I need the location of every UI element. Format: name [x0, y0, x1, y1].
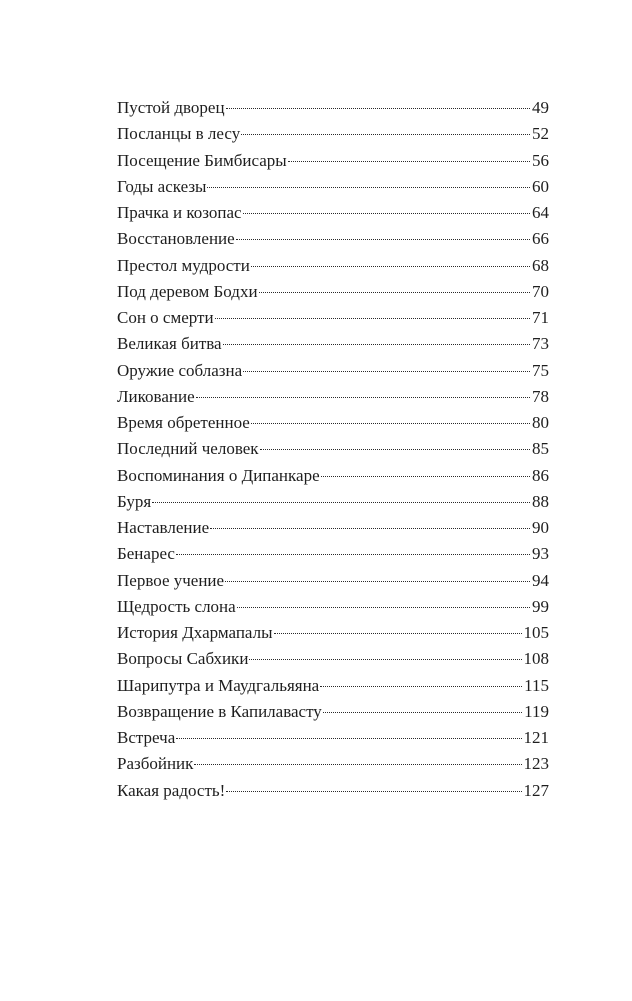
- toc-entry: [117, 436, 549, 462]
- dot-leader: [196, 396, 530, 398]
- toc-entry: [117, 121, 549, 147]
- toc-entry-title: Сон о смерти: [117, 308, 214, 327]
- dot-leader: [236, 238, 530, 240]
- toc-entry-page: 119: [524, 701, 549, 721]
- dot-leader: [225, 580, 530, 582]
- toc-entry-page: 70: [532, 281, 549, 301]
- toc-entry-title: Оружие соблазна: [117, 360, 243, 380]
- toc-entry: [117, 699, 549, 725]
- toc-entry-page: 66: [532, 229, 549, 249]
- toc-entry: [117, 305, 549, 331]
- toc-entry-page: 85: [532, 439, 549, 459]
- dot-leader: [323, 711, 522, 713]
- dot-leader: [176, 737, 521, 739]
- toc-entry-title: Ликование: [117, 386, 195, 406]
- dot-leader: [223, 343, 530, 345]
- toc-entry-title: Великая битва: [117, 334, 222, 354]
- dot-leader: [320, 685, 522, 687]
- toc-entry: [117, 778, 549, 804]
- toc-entry-title: Последний человек: [117, 439, 259, 459]
- table-of-contents: [117, 95, 549, 804]
- toc-entry-page: 90: [532, 518, 549, 537]
- dot-leader: [251, 265, 530, 267]
- toc-entry-page: 121: [523, 728, 549, 747]
- dot-leader: [259, 291, 530, 293]
- toc-entry-page: 86: [532, 465, 549, 485]
- toc-entry-title: Буря: [117, 491, 152, 511]
- toc-entry: [117, 594, 549, 620]
- toc-entry-page: 88: [532, 491, 549, 511]
- toc-entry: [117, 620, 549, 646]
- toc-entry: [117, 725, 549, 751]
- toc-entry-page: 78: [532, 386, 549, 406]
- toc-entry: [117, 541, 549, 567]
- dot-leader: [260, 448, 530, 450]
- toc-entry-title: Пустой дворец: [117, 98, 225, 117]
- dot-leader: [243, 370, 530, 372]
- toc-entry-page: 60: [532, 176, 549, 196]
- toc-entry: [117, 174, 549, 200]
- toc-entry-title: Разбойник: [117, 754, 194, 774]
- toc-entry: [117, 200, 549, 226]
- toc-entry-title: История Дхармапалы: [117, 623, 273, 642]
- dot-leader: [207, 186, 530, 188]
- toc-entry-page: 105: [523, 623, 549, 642]
- toc-entry: [117, 279, 549, 305]
- toc-entry-title: Под деревом Бодхи: [117, 281, 258, 301]
- toc-entry: [117, 410, 549, 436]
- toc-entry-page: 115: [524, 675, 549, 695]
- toc-entry-title: Восстановление: [117, 229, 235, 249]
- toc-entry: [117, 646, 549, 672]
- toc-entry-title: Престол мудрости: [117, 255, 250, 275]
- toc-entry-page: 108: [523, 649, 549, 669]
- toc-entry: [117, 751, 549, 777]
- toc-entry: [117, 95, 549, 121]
- toc-entry: [117, 515, 549, 541]
- toc-entry-title: Шарипутра и Маудгальяяна: [117, 675, 320, 695]
- toc-entry-page: 75: [532, 360, 549, 380]
- toc-entry-page: 71: [532, 308, 549, 327]
- toc-entry-title: Наставление: [117, 518, 210, 537]
- dot-leader: [194, 763, 521, 765]
- toc-entry: [117, 568, 549, 594]
- toc-entry-title: Первое учение: [117, 570, 225, 590]
- toc-entry: [117, 673, 549, 699]
- toc-entry-title: Время обретенное: [117, 413, 250, 432]
- toc-entry: [117, 384, 549, 410]
- dot-leader: [176, 553, 530, 555]
- dot-leader: [251, 422, 530, 424]
- toc-entry-page: 73: [532, 334, 549, 354]
- toc-entry-page: 49: [532, 98, 549, 117]
- toc-entry: [117, 226, 549, 252]
- dot-leader: [152, 501, 530, 503]
- toc-entry-title: Посланцы в лесу: [117, 124, 241, 144]
- dot-leader: [288, 160, 530, 162]
- toc-entry-page: 56: [532, 150, 549, 170]
- toc-entry: [117, 331, 549, 357]
- toc-entry-page: 94: [532, 570, 549, 590]
- toc-entry-page: 52: [532, 124, 549, 144]
- toc-entry-page: 127: [523, 780, 549, 800]
- toc-entry-title: Встреча: [117, 728, 176, 747]
- toc-entry-title: Воспоминания о Дипанкаре: [117, 465, 320, 485]
- toc-entry-page: 80: [532, 413, 549, 432]
- dot-leader: [241, 133, 530, 135]
- toc-entry-title: Посещение Бимбисары: [117, 150, 287, 170]
- toc-entry-page: 99: [532, 596, 549, 616]
- toc-entry-title: Какая радость!: [117, 780, 226, 800]
- toc-entry-title: Прачка и козопас: [117, 203, 242, 222]
- toc-entry-page: 93: [532, 544, 549, 564]
- toc-entry-page: 68: [532, 255, 549, 275]
- toc-entry-title: Вопросы Сабхики: [117, 649, 249, 669]
- toc-entry-page: 123: [523, 754, 549, 774]
- dot-leader: [249, 658, 521, 660]
- dot-leader: [210, 527, 530, 529]
- toc-entry: [117, 463, 549, 489]
- dot-leader: [226, 107, 530, 109]
- toc-entry: [117, 358, 549, 384]
- dot-leader: [226, 790, 521, 792]
- toc-entry: [117, 148, 549, 174]
- dot-leader: [237, 606, 530, 608]
- toc-entry-title: Бенарес: [117, 544, 175, 564]
- toc-entry-title: Щедрость слона: [117, 596, 236, 616]
- dot-leader: [274, 632, 522, 634]
- dot-leader: [243, 212, 530, 214]
- toc-entry-title: Годы аскезы: [117, 176, 207, 196]
- toc-entry-title: Возвращение в Капилавасту: [117, 701, 322, 721]
- toc-entry: [117, 253, 549, 279]
- toc-entry-page: 64: [532, 203, 549, 222]
- dot-leader: [321, 475, 530, 477]
- toc-entry: [117, 489, 549, 515]
- dot-leader: [215, 317, 530, 319]
